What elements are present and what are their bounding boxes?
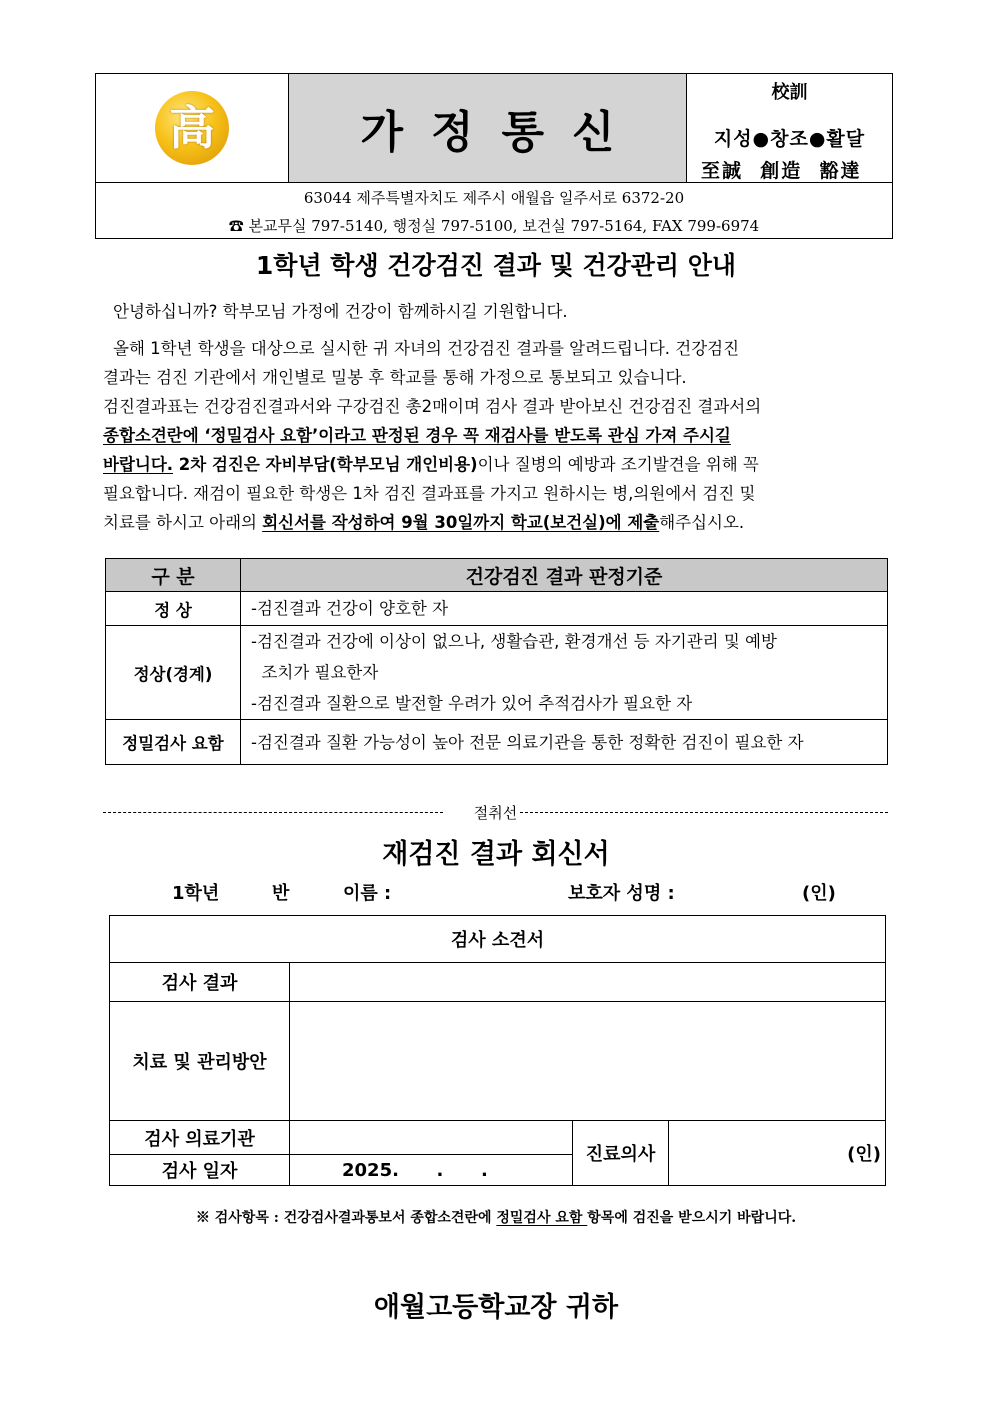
description-line: -검진결과 건강에 이상이 없으나, 생활습관, 환경개선 등 자기관리 및 예방 [251, 632, 777, 651]
name-label: 이름 : [343, 883, 392, 904]
school-logo [96, 74, 289, 182]
description-line: 조치가 필요한자 [251, 663, 379, 682]
body-line-4 [103, 421, 893, 451]
emphasis-request: 바랍니다. [103, 455, 174, 474]
row-label: 정밀검사 요함 [106, 720, 241, 765]
school-motto [687, 74, 892, 182]
cut-line-label [103, 802, 888, 823]
header-category: 구 분 [106, 559, 241, 592]
newsletter-title-box [289, 74, 687, 182]
institution-label: 검사 의료기관 [110, 1121, 290, 1155]
row-label: 정상(경계) [106, 626, 241, 720]
emphasis-retest: 종합소견란에 ‘정밀검사 요함’이라고 판정된 경우 꼭 재검사를 받도록 관심 가져 주시길 [103, 426, 731, 445]
row-description [241, 626, 888, 720]
doctor-seal: (인) [847, 1144, 881, 1165]
body-line-7-post: 해주십시오. [659, 513, 745, 532]
logo-glyph: 高 [169, 101, 215, 155]
reply-form [109, 915, 886, 1186]
body-line-5 [103, 450, 893, 480]
table-row [106, 626, 888, 720]
row-label: 정 상 [106, 592, 241, 626]
guardian-seal: (인) [802, 883, 836, 904]
class-label: 반 [272, 883, 290, 904]
description-line: -검진결과 건강이 양호한 자 [251, 599, 449, 618]
newsletter-title: 가정통신 [360, 107, 643, 158]
date-field[interactable]: 2025. . . [290, 1155, 573, 1186]
school-emblem-icon [155, 91, 229, 165]
emphasis-deadline: 회신서를 작성하여 9월 30일까지 학교(보건실)에 제출 [262, 513, 660, 532]
body-line-7-pre: 치료를 하시고 아래의 [103, 513, 263, 532]
row-description [241, 720, 888, 765]
doctor-label: 진료의사 [573, 1121, 669, 1186]
description-line: -검진결과 질환 가능성이 높아 전문 의료기관을 통한 정확한 검진이 필요한 자 [251, 732, 804, 752]
body-line-1: 올해 1학년 학생을 대상으로 실시한 귀 자녀의 건강검진 결과를 알려드립니다. 건강검진 [113, 339, 740, 358]
school-phone-numbers: ☎ 본교무실 797-5140, 행정실 797-5100, 보건실 797-5164, FAX 799-6974 [228, 217, 760, 235]
grade-label: 1학년 [172, 883, 220, 904]
cut-line-text: 절취선 [471, 804, 520, 822]
body-line-2: 결과는 검진 기관에서 개인별로 밀봉 후 학교를 통해 가정으로 통보되고 있습니다. [103, 368, 687, 387]
row-description [241, 592, 888, 626]
form-header: 검사 소견서 [110, 916, 886, 963]
institution-field[interactable] [290, 1121, 573, 1155]
body-line-7 [103, 508, 893, 538]
reply-title: 재검진 결과 회신서 [382, 839, 610, 870]
notice-title: 1학년 학생 건강검진 결과 및 건강관리 안내 [255, 251, 737, 280]
body-line-6: 필요합니다. 재검이 필요한 학생은 1차 검진 결과표를 가지고 원하시는 병,의원에서 검진 및 [103, 484, 756, 503]
table-row [106, 720, 888, 765]
body-line-5-rest: 이나 질병의 예방과 조기발견을 위해 꼭 [477, 455, 759, 474]
result-field[interactable] [290, 963, 886, 1002]
motto-korean: 지성●창조●활달 [713, 128, 866, 150]
treatment-label: 치료 및 관리방안 [110, 1002, 290, 1121]
cut-line [103, 802, 888, 822]
note-post: 항목에 검진을 받으시기 바랍니다. [587, 1210, 797, 1226]
newsletter-header [95, 73, 893, 239]
header-standard: 건강검진 결과 판정기준 [241, 559, 888, 592]
result-label: 검사 결과 [110, 963, 290, 1002]
body-line-3: 검진결과표는 건강검진결과서와 구강검진 총2매이며 검사 결과 받아보신 건강검진 결과서의 [103, 397, 762, 416]
guardian-label: 보호자 성명 : [568, 883, 675, 904]
emphasis-cost: 2차 검진은 자비부담(학부모님 개인비용) [173, 455, 478, 474]
criteria-table [105, 558, 888, 765]
school-contact [96, 182, 892, 238]
treatment-field[interactable] [290, 1002, 886, 1121]
doctor-field[interactable] [669, 1121, 886, 1186]
note-underlined: 정밀검사 요함 [496, 1210, 588, 1226]
motto-label: 校訓 [771, 82, 808, 103]
date-label: 검사 일자 [110, 1155, 290, 1186]
school-address: 63044 제주특별자치도 제주시 애월읍 일주서로 6372-20 [303, 189, 685, 207]
description-line: -검진결과 질환으로 발전할 우려가 있어 추적검사가 필요한 자 [251, 694, 693, 713]
inspection-note [0, 1207, 992, 1227]
greeting: 안녕하십니까? 학부모님 가정에 건강이 함께하시길 기원합니다. [113, 302, 568, 321]
note-pre: ※ 검사항목 : 건강검사결과통보서 종합소견란에 [195, 1210, 497, 1226]
motto-hanja: 至誠 創造 豁達 [701, 160, 862, 182]
table-row [106, 592, 888, 626]
closing-addressee: 애월고등학교장 귀하 [373, 1292, 619, 1323]
